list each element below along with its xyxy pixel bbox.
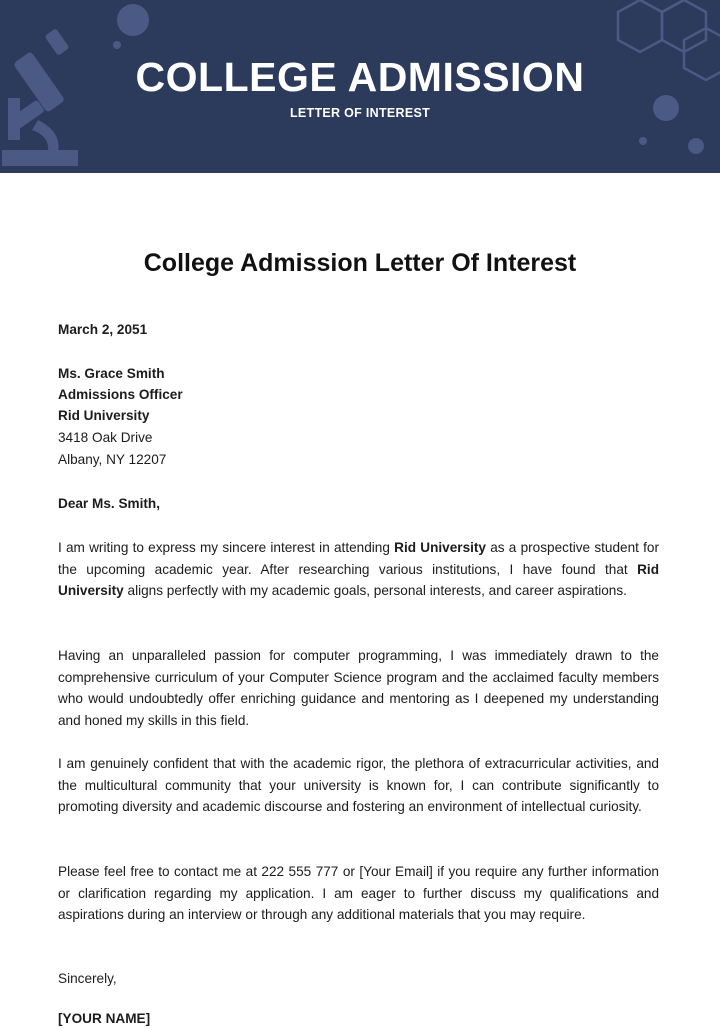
body-paragraph-3: I am genuinely confident that with the academic rigor, the plethora of extracurricular activities, and the multicultural community that your university is known for, I can contribute significantly to promoting diversity and academic discourse and fostering an environment of intellectual curiosity. (58, 756, 659, 815)
paragraph-text: I am writing to express my sincere interest in attending (58, 540, 395, 555)
paragraph-text: aligns perfectly with my academic goals, personal interests, and career aspirations. (123, 583, 627, 599)
letter-date: March 2, 2051 (58, 322, 148, 337)
university-name: Rid University (394, 540, 486, 555)
salutation: Dear Ms. Smith, (58, 496, 160, 511)
recipient-city: Albany, NY 12207 (58, 452, 167, 467)
recipient-role: Admissions Officer (58, 387, 183, 402)
sender-name: [YOUR NAME] (58, 1011, 151, 1026)
body-paragraph-1 (58, 537, 659, 602)
bubble-icon (639, 95, 704, 154)
university-name: Rid University (58, 561, 659, 599)
header-banner (0, 0, 720, 173)
closing: Sincerely, (58, 971, 117, 986)
recipient-organization: Rid University (58, 408, 150, 423)
banner-title: COLLEGE ADMISSION (135, 54, 585, 100)
recipient-street: 3418 Oak Drive (58, 430, 153, 445)
recipient-name: Ms. Grace Smith (58, 366, 165, 381)
paragraph-text: as a prospective student for the upcoming academic year. After researching various institutions, I have found that (58, 540, 659, 577)
body-paragraph-4: Please feel free to contact me at 222 555 777 or [Your Email] if you require any further information or clarification regarding my application. I am eager to further discuss my qualifications and aspirations during an interview or through any additional materials that you may require. (58, 864, 659, 923)
banner-subtitle: LETTER OF INTEREST (289, 106, 431, 120)
document-title: College Admission Letter Of Interest (143, 249, 577, 277)
body-paragraph-2: Having an unparalleled passion for computer programming, I was immediately drawn to the comprehensive curriculum of your Computer Science program and the acclaimed faculty members who would undoubtedly offer enriching guidance and mentoring as I deepened my understanding and honed my skills in this field. (58, 648, 659, 729)
